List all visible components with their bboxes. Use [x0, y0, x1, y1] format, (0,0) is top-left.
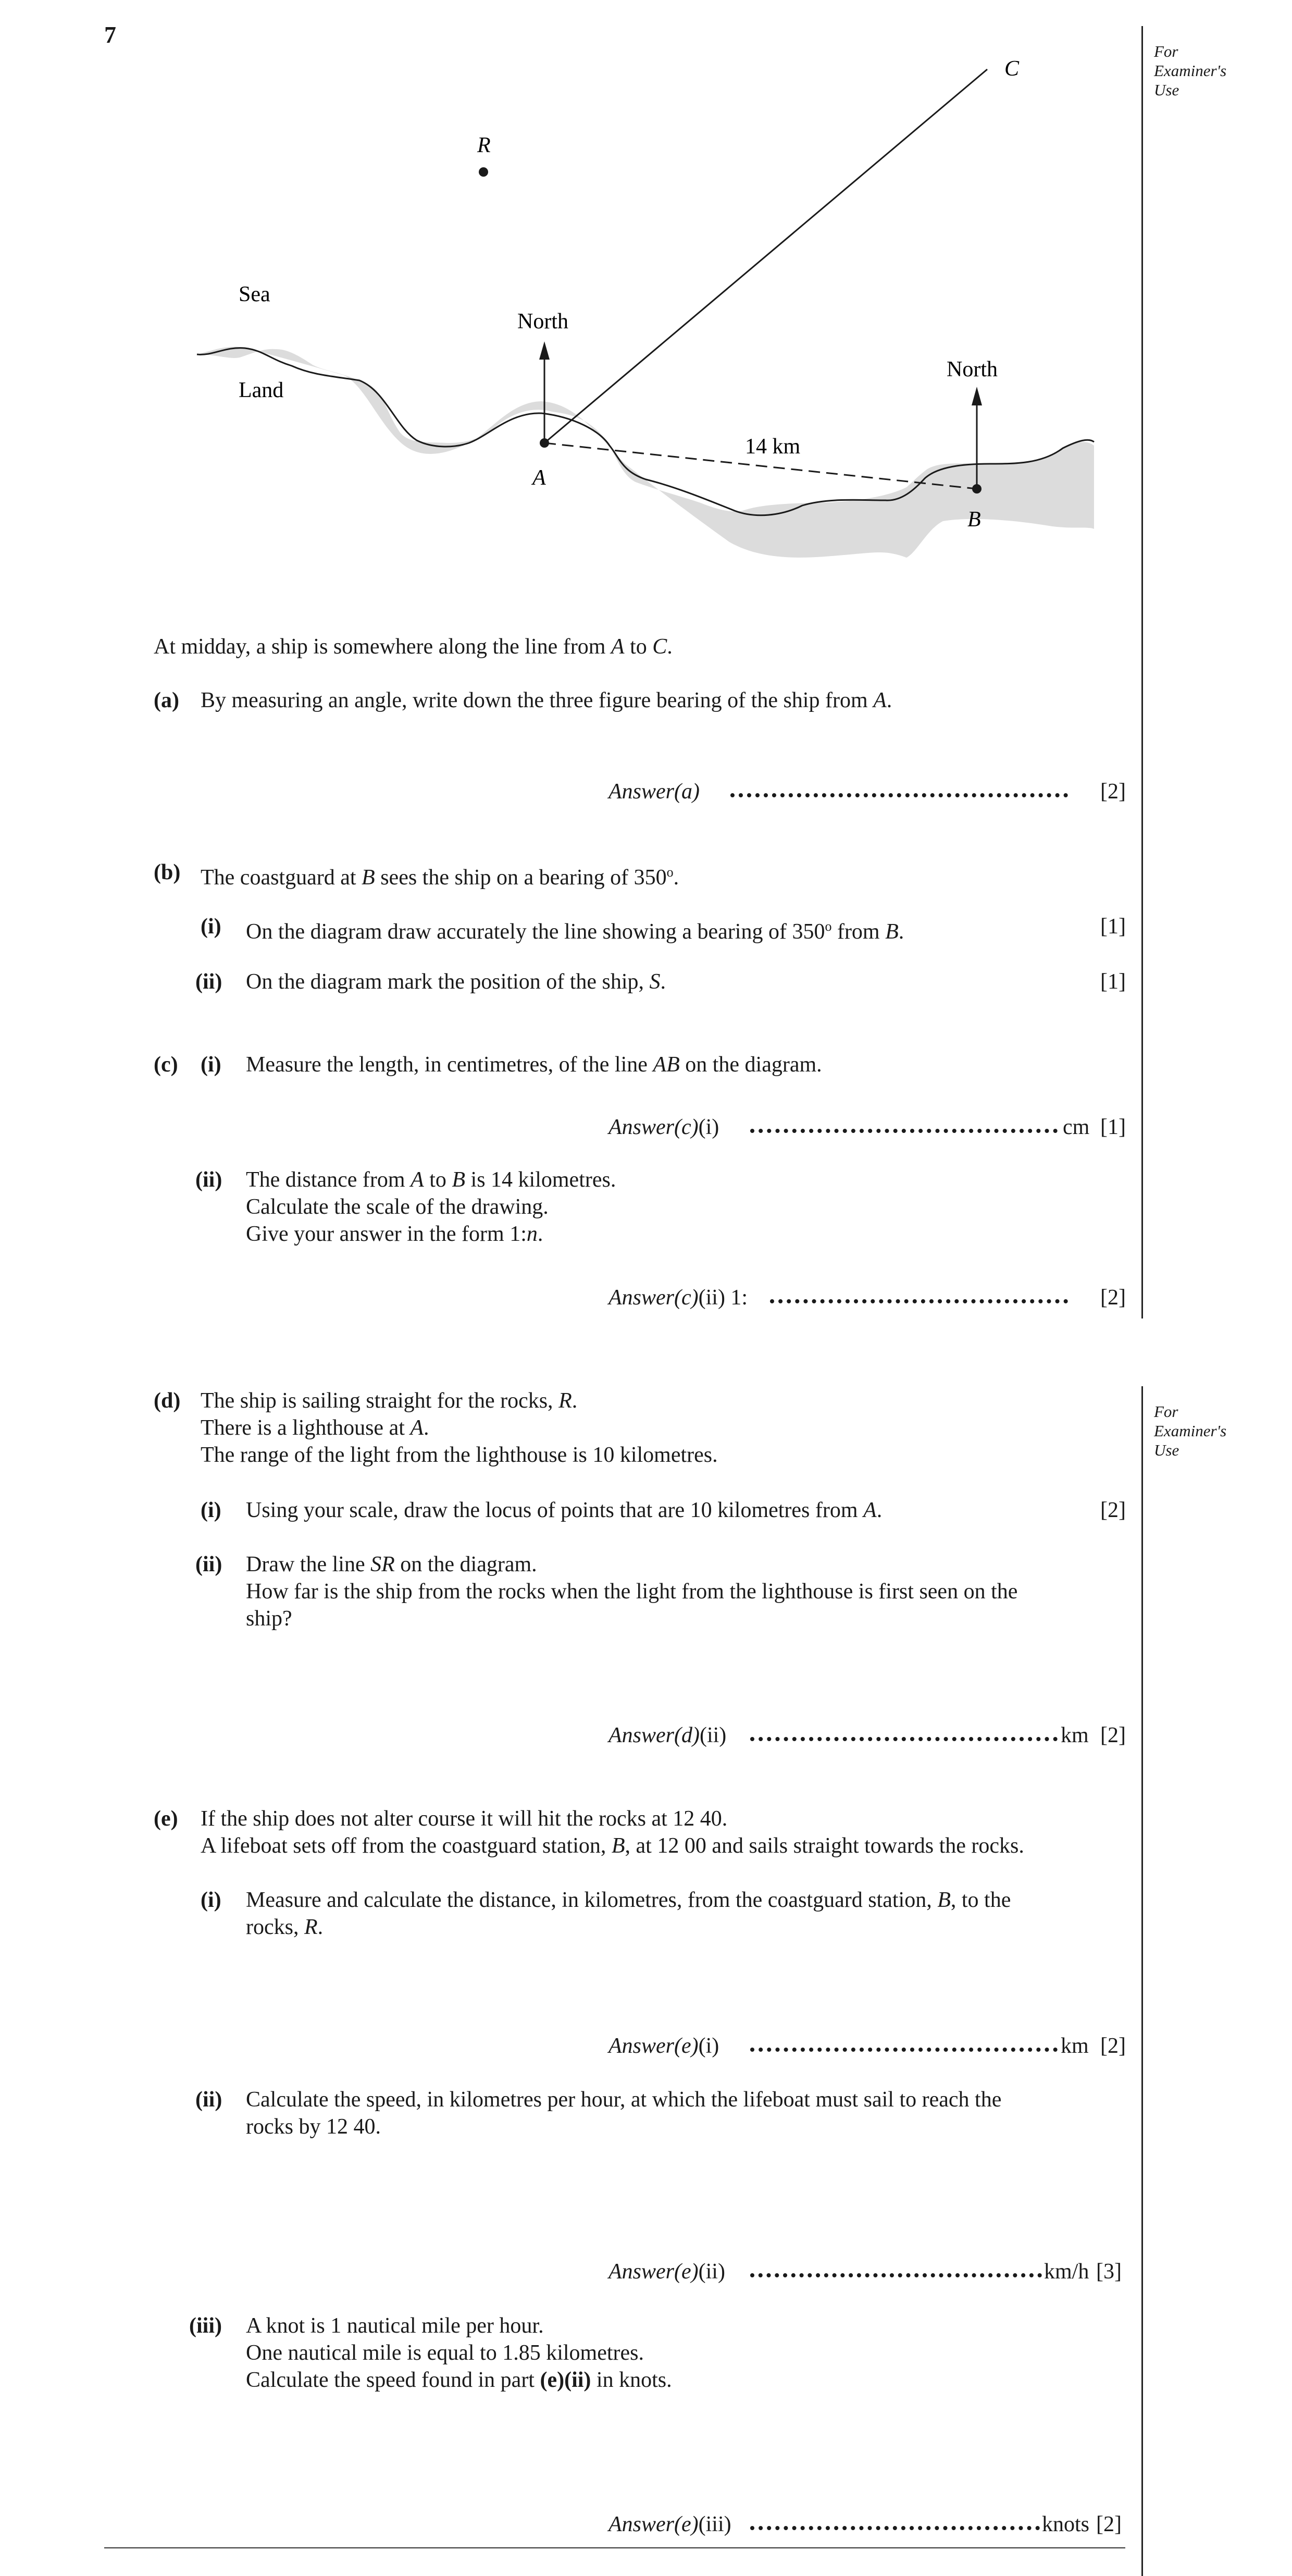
part-c-ii-question: The distance from A to B is 14 kilometres. Calculate the scale of the drawing. Give your answer in the form 1:n.: [246, 1168, 616, 1246]
answer-c-i-label: Answer(c)(i): [608, 1115, 719, 1139]
answer-e-i-label: Answer(e)(i): [608, 2034, 719, 2058]
question-number: 7: [104, 21, 116, 48]
point-a-label: A: [532, 466, 546, 490]
examiner-margin-line-bottom: [1141, 1386, 1143, 2576]
answer-d-ii-label: Answer(d)(ii): [608, 1723, 727, 1747]
coastline-diagram: [0, 0, 1292, 615]
part-e-iii-label: (iii): [189, 2314, 222, 2338]
part-b-label: (b): [154, 860, 181, 884]
answer-e-ii-label: Answer(e)(ii): [608, 2260, 725, 2284]
north-label-a: North: [517, 310, 568, 334]
part-c-ii-label: (ii): [195, 1168, 222, 1192]
part-b-i-label: (i): [201, 915, 221, 939]
part-d-ii-question: Draw the line SR on the diagram. How far is the ship from the rocks when the light from the lighthouse is first seen on the ship?: [246, 1552, 1018, 1631]
answer-e-iii-field[interactable]: [750, 2526, 1040, 2530]
examiner-use-label-2: For Examiner's Use: [1154, 1402, 1227, 1459]
north-arrowhead-b: [972, 387, 982, 405]
part-e-question: If the ship does not alter course it will hit the rocks at 12 40. A lifeboat sets off from the coastguard station, B, at 12 00 and sails straight towards the rocks.: [201, 1807, 1024, 1858]
answer-e-ii-unit: km/h: [1044, 2260, 1089, 2284]
answer-e-iii-label: Answer(e)(iii): [608, 2512, 731, 2536]
answer-e-i-field[interactable]: [750, 2048, 1058, 2052]
part-e-ii-question: Calculate the speed, in kilometres per hour, at which the lifeboat must sail to reach the rocks by 12 40.: [246, 2088, 1002, 2139]
part-c-i-question: Measure the length, in centimetres, of the line AB on the diagram.: [246, 1053, 822, 1077]
point-b-dot: [972, 484, 982, 494]
part-e-iii-marks: [2]: [1096, 2512, 1122, 2536]
line-a-to-c: [544, 69, 987, 443]
sea-label: Sea: [239, 282, 270, 306]
distance-label: 14 km: [745, 435, 801, 459]
part-c-label: (c): [154, 1053, 178, 1077]
part-e-i-marks: [2]: [1100, 2034, 1126, 2058]
answer-a-field[interactable]: [730, 793, 1068, 797]
part-d-label: (d): [154, 1389, 181, 1413]
part-d-i-question: Using your scale, draw the locus of points that are 10 kilometres from A.: [246, 1498, 883, 1522]
part-d-ii-label: (ii): [195, 1552, 222, 1576]
part-b-question: The coastguard at B sees the ship on a bearing of 350$^o$.: [201, 865, 679, 890]
answer-c-ii-label: Answer(c)(ii) 1:: [608, 1286, 748, 1310]
part-b-ii-label: (ii): [195, 970, 222, 994]
part-b-i-marks: [1]: [1100, 915, 1126, 939]
part-b-ii-marks: [1]: [1100, 970, 1126, 994]
part-b-i-question: On the diagram draw accurately the line showing a bearing of 350$^o$ from B.: [246, 919, 904, 944]
part-a-label: (a): [154, 688, 179, 712]
part-a-marks: [2]: [1100, 780, 1126, 804]
part-e-iii-question: A knot is 1 nautical mile per hour. One nautical mile is equal to 1.85 kilometres. Calculate the speed found in part (e)(ii) in knots.: [246, 2314, 672, 2392]
answer-c-ii-field[interactable]: [770, 1299, 1068, 1303]
answer-a-label: Answer(a): [608, 780, 700, 804]
part-d-ii-marks: [2]: [1100, 1723, 1126, 1747]
part-d-i-label: (i): [201, 1498, 221, 1522]
part-e-i-question: Measure and calculate the distance, in kilometres, from the coastguard station, B, to the rocks, R.: [246, 1888, 1011, 1939]
part-d-i-marks: [2]: [1100, 1498, 1126, 1522]
answer-e-i-unit: km: [1061, 2034, 1089, 2058]
point-b-label: B: [967, 508, 981, 532]
answer-c-i-unit: cm: [1063, 1115, 1090, 1139]
examiner-use-label-1: For Examiner's Use: [1154, 42, 1227, 99]
part-d-question: The ship is sailing straight for the rocks, R. There is a lighthouse at A. The range of the light from the lighthouse is 10 kilometres.: [201, 1389, 718, 1467]
part-c-i-label: (i): [201, 1053, 221, 1077]
rocks-r-label: R: [477, 133, 491, 157]
answer-d-ii-unit: km: [1061, 1723, 1089, 1747]
north-label-b: North: [947, 358, 998, 381]
answer-e-iii-unit: knots: [1042, 2512, 1090, 2536]
point-c-label: C: [1004, 57, 1020, 81]
land-label: Land: [239, 378, 284, 402]
rocks-r-dot: [479, 167, 488, 177]
answer-c-i-field[interactable]: [750, 1129, 1058, 1133]
point-a-dot: [540, 438, 549, 448]
answer-d-ii-field[interactable]: [750, 1737, 1058, 1741]
part-e-ii-label: (ii): [195, 2088, 222, 2112]
part-a-question: By measuring an angle, write down the three figure bearing of the ship from A.: [201, 688, 892, 712]
intro-text: At midday, a ship is somewhere along the line from A to C.: [154, 635, 673, 659]
bottom-rule: [104, 2547, 1125, 2548]
part-e-i-label: (i): [201, 1888, 221, 1912]
part-e-ii-marks: [3]: [1096, 2260, 1122, 2284]
north-arrowhead-a: [539, 341, 550, 360]
part-b-ii-question: On the diagram mark the position of the ship, S.: [246, 970, 666, 994]
answer-e-ii-field[interactable]: [750, 2273, 1042, 2277]
part-c-i-marks: [1]: [1100, 1115, 1126, 1139]
part-e-label: (e): [154, 1807, 178, 1831]
part-c-ii-marks: [2]: [1100, 1286, 1126, 1310]
